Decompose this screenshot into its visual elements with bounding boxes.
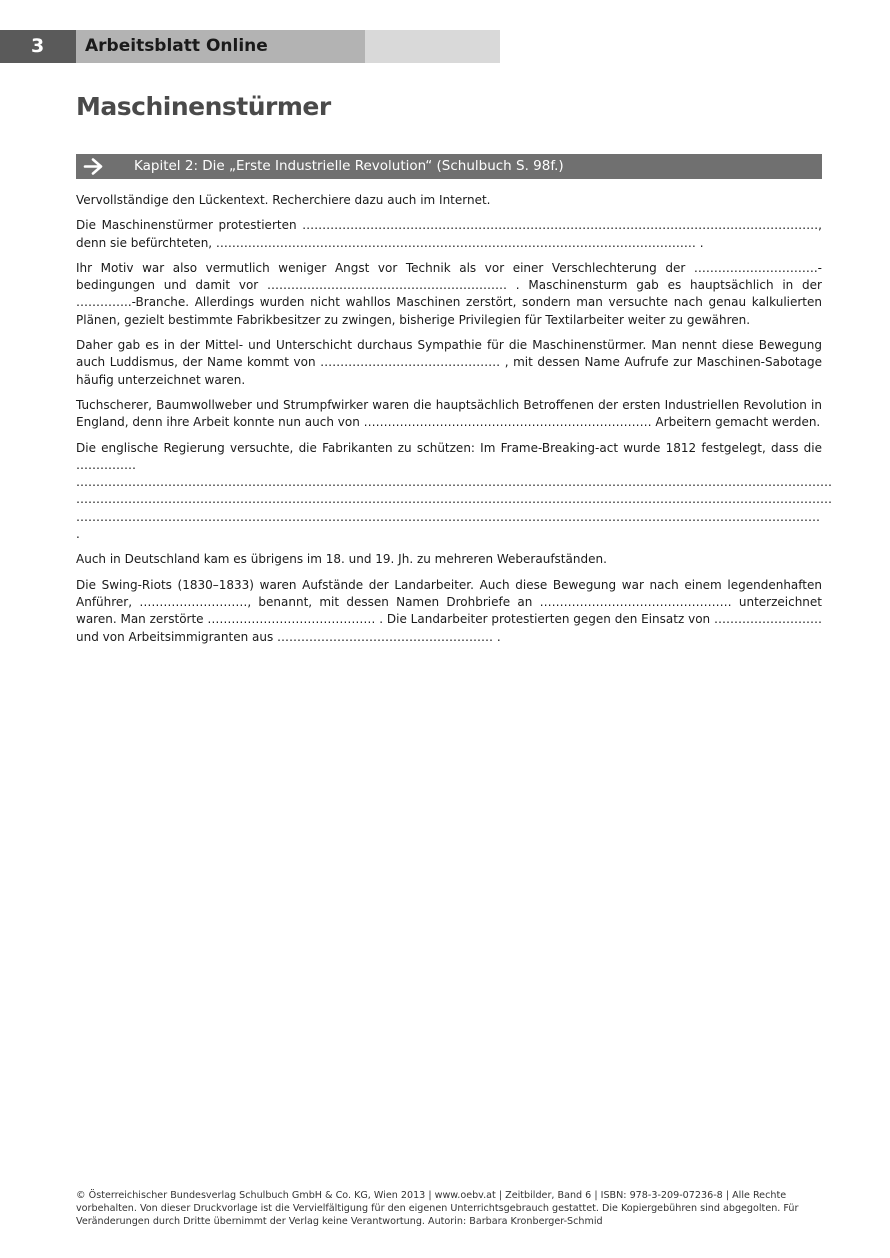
paragraph: Daher gab es in der Mittel- und Unterschicht durchaus Sympathie für die Maschinenstürmer. Man nennt diese Bewegung auch Luddismus, der Name kommt von ……………………………………… , mit dessen Name Aufrufe zur Maschinen-Sabotage häufig unterzeichnet waren. xyxy=(76,338,822,387)
header-accent-block xyxy=(365,30,500,63)
header-title: Arbeitsblatt Online xyxy=(76,30,365,63)
paragraph: Die englische Regierung versuchte, die Fabrikanten zu schützen: Im Frame-Breaking-act wurde 1812 festgelegt, dass die …………… ……………………………………………………………………………………………………………………………………………………………………… ……………………………………………………………………………………………………………………………………………………………………… …………………………………………………………………………………………………………………………………………………………………… . xyxy=(76,440,832,542)
header-bar xyxy=(0,30,500,63)
arrow-right-icon xyxy=(83,157,105,176)
copyright-footer: © Österreichischer Bundesverlag Schulbuch GmbH & Co. KG, Wien 2013 | www.oebv.at | Zeitbilder, Band 6 | ISBN: 978-3-209-07236-8 | Alle Rechte vorbehalten. Von dieser Druckvorlage ist die Vervielfältigung für den eigenen Unterrichtsgebrauch gestattet. Die Kopiergebühren sind abgegolten. Für Veränderungen durch Dritte übernimmt der Verlag keine Verantwortung. Autorin: Barbara Kronberger-Schmid xyxy=(76,1190,799,1227)
paragraph: Die Swing-Riots (1830–1833) waren Aufstände der Landarbeiter. Auch diese Bewegung war nach einem legendenhaften Anführer, ………………………, benannt, mit dessen Namen Drohbriefe an ………………………………………… unterzeichnet waren. Man zerstörte …………………………………… . Die Landarbeiter protestierten gegen den Einsatz von ……………………… und von Arbeitsimmigranten aus ……………………………………………… . xyxy=(76,577,822,644)
paragraph: Ihr Motiv war also vermutlich weniger Angst vor Technik als vor einer Verschlechterung der ………………………….- bedingungen und damit vor …………………………………………………… . Maschinensturm gab es hauptsächlich in der …………..-Branche. Allerdings wurden nicht wahllos Maschinen zerstört, sondern man versuchte nach genau kalkulierten Plänen, gezielt bestimmte Fabrikbesitzer zu zwingen, bisherige Privilegien für Textilarbeiter weiter zu gewähren. xyxy=(76,260,822,327)
chapter-heading: Kapitel 2: Die „Erste Industrielle Revolution“ (Schulbuch S. 98f.) xyxy=(134,158,564,174)
worksheet-body xyxy=(76,192,832,654)
instruction-text: Vervollständige den Lückentext. Recherchiere dazu auch im Internet. xyxy=(76,193,491,207)
paragraph: Tuchscherer, Baumwollweber und Strumpfwirker waren die hauptsächlich Betroffenen der ersten Industriellen Revolution in England, denn ihre Arbeit konnte nun auch von ……………………………………………………………… Arbeitern gemacht werden. xyxy=(76,397,822,430)
page-title: Maschinenstürmer xyxy=(76,92,331,121)
chapter-bar xyxy=(76,154,822,179)
paragraph: Auch in Deutschland kam es übrigens im 18. und 19. Jh. zu mehreren Weberaufständen. xyxy=(76,552,607,567)
page-number: 3 xyxy=(0,30,76,63)
paragraph: Die Maschinenstürmer protestierten …………………………………………………………………………………………………………………, denn sie befürchteten, ………………………………………………………………………………………………………… . xyxy=(76,218,822,250)
